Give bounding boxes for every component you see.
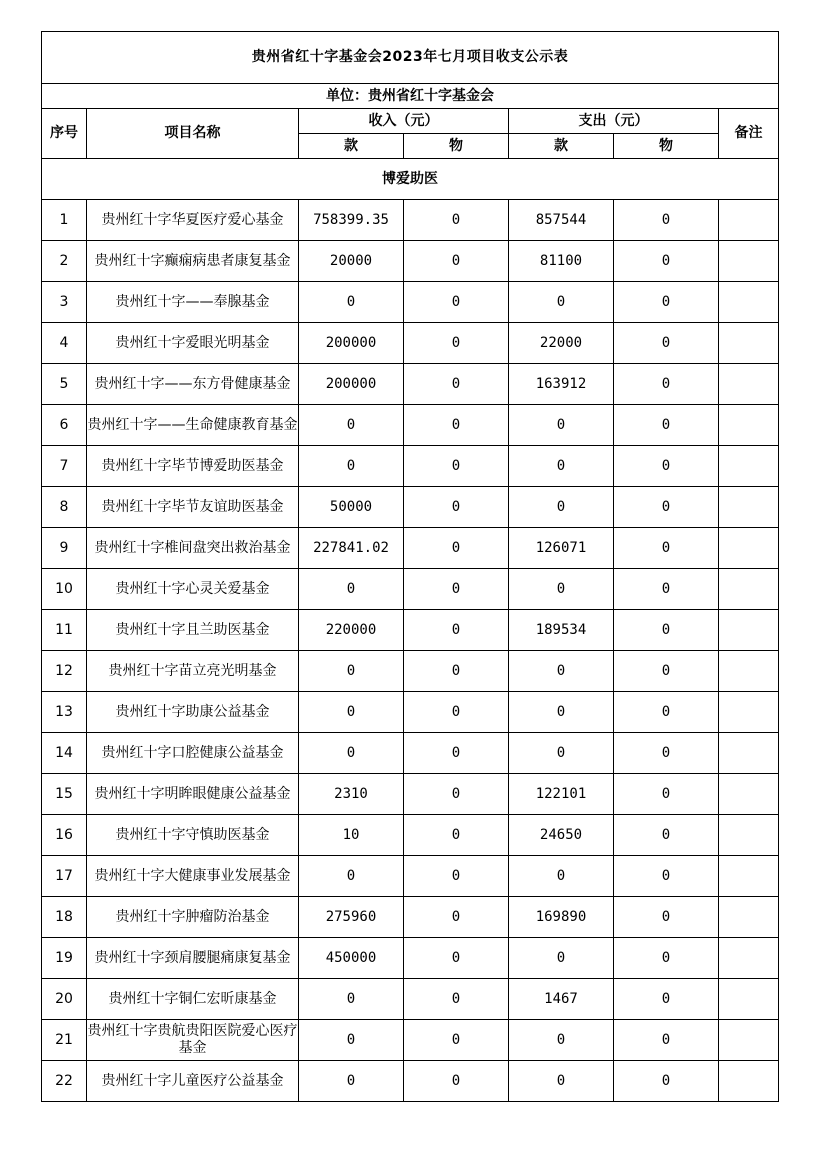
income-goods-cell: 0 [404, 282, 509, 323]
header-expense: 支出（元） [509, 109, 719, 134]
expense-goods-cell: 0 [614, 200, 719, 241]
income-goods-cell: 0 [404, 651, 509, 692]
expense-goods-cell: 0 [614, 569, 719, 610]
expense-cash-cell: 0 [509, 446, 614, 487]
remark-cell [719, 446, 779, 487]
seq-cell: 13 [42, 692, 87, 733]
table-row [42, 979, 779, 1020]
income-goods-cell: 0 [404, 897, 509, 938]
income-cash-cell: 0 [299, 569, 404, 610]
income-cash-cell: 0 [299, 446, 404, 487]
remark-cell [719, 815, 779, 856]
expense-cash-cell: 81100 [509, 241, 614, 282]
remark-cell [719, 774, 779, 815]
expense-goods-cell: 0 [614, 528, 719, 569]
remark-cell [719, 938, 779, 979]
expense-cash-cell: 0 [509, 733, 614, 774]
expense-cash-cell: 1467 [509, 979, 614, 1020]
income-cash-cell: 0 [299, 692, 404, 733]
remark-cell [719, 200, 779, 241]
project-name-cell: 贵州红十字明眸眼健康公益基金 [87, 774, 299, 815]
income-cash-cell: 200000 [299, 364, 404, 405]
table-row [42, 774, 779, 815]
remark-cell [719, 528, 779, 569]
expense-cash-cell: 169890 [509, 897, 614, 938]
project-name-cell: 贵州红十字贵航贵阳医院爱心医疗基金 [87, 1020, 299, 1061]
expense-cash-cell: 0 [509, 856, 614, 897]
income-goods-cell: 0 [404, 528, 509, 569]
income-cash-cell: 227841.02 [299, 528, 404, 569]
income-cash-cell: 275960 [299, 897, 404, 938]
seq-cell: 8 [42, 487, 87, 528]
income-cash-cell: 0 [299, 405, 404, 446]
expense-cash-cell: 126071 [509, 528, 614, 569]
seq-cell: 3 [42, 282, 87, 323]
expense-cash-cell: 0 [509, 938, 614, 979]
table-row [42, 815, 779, 856]
income-goods-cell: 0 [404, 692, 509, 733]
seq-cell: 18 [42, 897, 87, 938]
header-income-goods: 物 [404, 134, 509, 159]
expense-cash-cell: 0 [509, 569, 614, 610]
remark-cell [719, 733, 779, 774]
table-row [42, 487, 779, 528]
remark-cell [719, 979, 779, 1020]
seq-cell: 20 [42, 979, 87, 1020]
income-goods-cell: 0 [404, 733, 509, 774]
expense-goods-cell: 0 [614, 1020, 719, 1061]
project-name-cell: 贵州红十字——奉腺基金 [87, 282, 299, 323]
remark-cell [719, 364, 779, 405]
seq-cell: 22 [42, 1061, 87, 1102]
expense-goods-cell: 0 [614, 241, 719, 282]
project-name-cell: 贵州红十字毕节友谊助医基金 [87, 487, 299, 528]
table-row [42, 651, 779, 692]
expense-cash-cell: 22000 [509, 323, 614, 364]
project-name-cell: 贵州红十字爱眼光明基金 [87, 323, 299, 364]
remark-cell [719, 1020, 779, 1061]
table-row [42, 364, 779, 405]
income-cash-cell: 0 [299, 856, 404, 897]
income-goods-cell: 0 [404, 323, 509, 364]
project-name-cell: 贵州红十字颈肩腰腿痛康复基金 [87, 938, 299, 979]
table-row [42, 241, 779, 282]
expense-goods-cell: 0 [614, 282, 719, 323]
income-cash-cell: 20000 [299, 241, 404, 282]
expense-goods-cell: 0 [614, 815, 719, 856]
expense-goods-cell: 0 [614, 610, 719, 651]
expense-cash-cell: 0 [509, 1061, 614, 1102]
header-income: 收入（元） [299, 109, 509, 134]
remark-cell [719, 282, 779, 323]
income-cash-cell: 0 [299, 1020, 404, 1061]
seq-cell: 15 [42, 774, 87, 815]
income-cash-cell: 0 [299, 733, 404, 774]
header-remark: 备注 [719, 109, 779, 159]
expense-cash-cell: 24650 [509, 815, 614, 856]
seq-cell: 10 [42, 569, 87, 610]
project-name-cell: 贵州红十字苗立亮光明基金 [87, 651, 299, 692]
project-name-cell: 贵州红十字癫痫病患者康复基金 [87, 241, 299, 282]
income-cash-cell: 10 [299, 815, 404, 856]
income-goods-cell: 0 [404, 405, 509, 446]
seq-cell: 17 [42, 856, 87, 897]
unit-label: 单位：贵州省红十字基金会 [42, 84, 779, 109]
income-goods-cell: 0 [404, 1020, 509, 1061]
project-name-cell: 贵州红十字儿童医疗公益基金 [87, 1061, 299, 1102]
remark-cell [719, 856, 779, 897]
remark-cell [719, 323, 779, 364]
table-row [42, 282, 779, 323]
table-row [42, 200, 779, 241]
table-row [42, 1061, 779, 1102]
remark-cell [719, 487, 779, 528]
expense-goods-cell: 0 [614, 364, 719, 405]
table-row [42, 610, 779, 651]
header-expense-goods: 物 [614, 134, 719, 159]
expense-goods-cell: 0 [614, 897, 719, 938]
income-goods-cell: 0 [404, 241, 509, 282]
remark-cell [719, 692, 779, 733]
income-goods-cell: 0 [404, 446, 509, 487]
income-goods-cell: 0 [404, 979, 509, 1020]
income-goods-cell: 0 [404, 200, 509, 241]
table-row [42, 938, 779, 979]
project-name-cell: 贵州红十字椎间盘突出救治基金 [87, 528, 299, 569]
project-name-cell: 贵州红十字心灵关爱基金 [87, 569, 299, 610]
project-name-cell: 贵州红十字守慎助医基金 [87, 815, 299, 856]
income-cash-cell: 50000 [299, 487, 404, 528]
section-title: 博爱助医 [42, 159, 779, 200]
income-goods-cell: 0 [404, 774, 509, 815]
expense-cash-cell: 0 [509, 282, 614, 323]
seq-cell: 1 [42, 200, 87, 241]
project-name-cell: 贵州红十字且兰助医基金 [87, 610, 299, 651]
expense-goods-cell: 0 [614, 979, 719, 1020]
expense-cash-cell: 0 [509, 1020, 614, 1061]
project-name-cell: 贵州红十字肿瘤防治基金 [87, 897, 299, 938]
income-cash-cell: 0 [299, 282, 404, 323]
income-goods-cell: 0 [404, 364, 509, 405]
seq-cell: 6 [42, 405, 87, 446]
expense-cash-cell: 0 [509, 651, 614, 692]
seq-cell: 12 [42, 651, 87, 692]
expense-goods-cell: 0 [614, 938, 719, 979]
remark-cell [719, 651, 779, 692]
income-goods-cell: 0 [404, 1061, 509, 1102]
table-row [42, 733, 779, 774]
seq-cell: 5 [42, 364, 87, 405]
expense-goods-cell: 0 [614, 692, 719, 733]
income-goods-cell: 0 [404, 569, 509, 610]
remark-cell [719, 897, 779, 938]
expense-goods-cell: 0 [614, 487, 719, 528]
table-row [42, 569, 779, 610]
project-name-cell: 贵州红十字助康公益基金 [87, 692, 299, 733]
header-project-name: 项目名称 [87, 109, 299, 159]
table-row [42, 323, 779, 364]
header-seq: 序号 [42, 109, 87, 159]
project-name-cell: 贵州红十字华夏医疗爱心基金 [87, 200, 299, 241]
expense-goods-cell: 0 [614, 733, 719, 774]
project-name-cell: 贵州红十字——东方骨健康基金 [87, 364, 299, 405]
income-goods-cell: 0 [404, 487, 509, 528]
income-goods-cell: 0 [404, 856, 509, 897]
project-name-cell: 贵州红十字大健康事业发展基金 [87, 856, 299, 897]
income-cash-cell: 450000 [299, 938, 404, 979]
expense-goods-cell: 0 [614, 856, 719, 897]
expense-cash-cell: 0 [509, 692, 614, 733]
expense-goods-cell: 0 [614, 774, 719, 815]
expense-goods-cell: 0 [614, 446, 719, 487]
project-name-cell: 贵州红十字——生命健康教育基金 [87, 405, 299, 446]
table-row [42, 856, 779, 897]
table-row [42, 405, 779, 446]
project-name-cell: 贵州红十字铜仁宏昕康基金 [87, 979, 299, 1020]
income-cash-cell: 758399.35 [299, 200, 404, 241]
table-row [42, 692, 779, 733]
income-goods-cell: 0 [404, 815, 509, 856]
expense-goods-cell: 0 [614, 1061, 719, 1102]
table-row [42, 1020, 779, 1061]
income-cash-cell: 220000 [299, 610, 404, 651]
income-cash-cell: 0 [299, 651, 404, 692]
header-expense-cash: 款 [509, 134, 614, 159]
income-goods-cell: 0 [404, 938, 509, 979]
table-row [42, 528, 779, 569]
remark-cell [719, 241, 779, 282]
header-income-cash: 款 [299, 134, 404, 159]
seq-cell: 16 [42, 815, 87, 856]
seq-cell: 4 [42, 323, 87, 364]
seq-cell: 21 [42, 1020, 87, 1061]
seq-cell: 2 [42, 241, 87, 282]
expense-goods-cell: 0 [614, 405, 719, 446]
expense-cash-cell: 0 [509, 405, 614, 446]
expense-goods-cell: 0 [614, 323, 719, 364]
table-row [42, 897, 779, 938]
seq-cell: 11 [42, 610, 87, 651]
income-cash-cell: 0 [299, 1061, 404, 1102]
project-name-cell: 贵州红十字毕节博爱助医基金 [87, 446, 299, 487]
seq-cell: 19 [42, 938, 87, 979]
table-row [42, 446, 779, 487]
remark-cell [719, 569, 779, 610]
seq-cell: 9 [42, 528, 87, 569]
income-cash-cell: 0 [299, 979, 404, 1020]
income-cash-cell: 2310 [299, 774, 404, 815]
income-goods-cell: 0 [404, 610, 509, 651]
disclosure-table [41, 31, 779, 1102]
remark-cell [719, 1061, 779, 1102]
expense-cash-cell: 857544 [509, 200, 614, 241]
seq-cell: 14 [42, 733, 87, 774]
project-name-cell: 贵州红十字口腔健康公益基金 [87, 733, 299, 774]
expense-cash-cell: 122101 [509, 774, 614, 815]
page-title: 贵州省红十字基金会2023年七月项目收支公示表 [42, 32, 779, 84]
expense-cash-cell: 189534 [509, 610, 614, 651]
expense-goods-cell: 0 [614, 651, 719, 692]
remark-cell [719, 405, 779, 446]
expense-cash-cell: 0 [509, 487, 614, 528]
expense-cash-cell: 163912 [509, 364, 614, 405]
seq-cell: 7 [42, 446, 87, 487]
remark-cell [719, 610, 779, 651]
income-cash-cell: 200000 [299, 323, 404, 364]
